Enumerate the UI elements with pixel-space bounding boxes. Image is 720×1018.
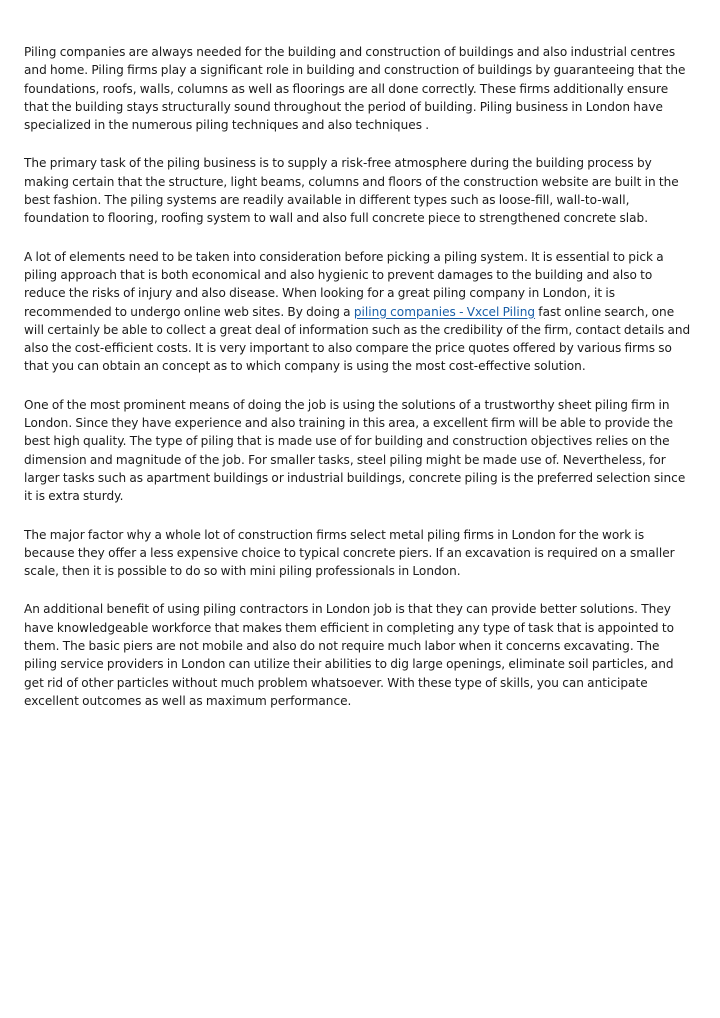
paragraph-5: The major factor why a whole lot of construction firms select metal piling firms in London for the work is because they offer a less expensive choice to typical concrete piers. If an excavation is required on a smaller scale, then it is possible to do so with mini piling professionals in London. (24, 527, 675, 579)
paragraph-1: Piling companies are always needed for the building and construction of buildings and also industrial centres and home. Piling firms play a significant role in building and construction of buildings by guaranteeing that the foundations, roofs, walls, columns as well as floorings are all done correctly. These firms additionally ensure that the building stays structurally sound throughout the period of building. Piling business in London have specialized in the numerous piling techniques and also techniques . (24, 45, 686, 133)
paragraph-4: One of the most prominent means of doing the job is using the solutions of a trustworthy sheet piling firm in London. Since they have experience and also training in this area, a excellent firm will be able to provide the best high quality. The type of piling that is made use of for building and construction objectives relies on the dimension and magnitude of the job. For smaller tasks, steel piling might be made use of. Nevertheless, for larger tasks such as apartment buildings or industrial buildings, concrete piling is the preferred selection since it is extra sturdy. (24, 397, 686, 504)
paragraph-3 (24, 248, 694, 376)
paragraph-6: An additional benefit of using piling contractors in London job is that they can provide better solutions. They have knowledgeable workforce that makes them efficient in completing any type of task that is appointed to them. The basic piers are not mobile and also do not require much labor when it concerns excavating. The piling service providers in London can utilize their abilities to dig large openings, eliminate soil particles, and get rid of other particles without much problem whatsoever. With these type of skills, you can anticipate excellent outcomes as well as maximum performance. (24, 602, 674, 708)
paragraph-2: The primary task of the piling business is to supply a risk-free atmosphere during the building process by making certain that the structure, light beams, columns and floors of the construction website are built in the best fashion. The piling systems are readily available in different types such as loose-fill, wall-to-wall, foundation to flooring, roofing system to wall and also full concrete piece to strengthened concrete slab. (24, 156, 679, 226)
piling-companies-link[interactable]: piling companies - Vxcel Piling (353, 304, 536, 319)
paragraph-3-text-after-link: fast online search, one will certainly be able to collect a great deal of information such as the credibility of the firm, contact details and also the cost-efficient costs. It is very important to also compare the price quotes offered by various firms so that you can obtain an concept as to which company is using the most cost-effective solution. (24, 304, 691, 374)
paragraph-3-text-before-link: A lot of elements need to be taken into consideration before picking a piling system. It is essential to pick a piling approach that is both economical and also hygienic to prevent damages to the building and also to reduce the risks of injury and also disease. When looking for a great piling company in London, it is recommended to undergo online web sites. By doing a (24, 249, 664, 319)
